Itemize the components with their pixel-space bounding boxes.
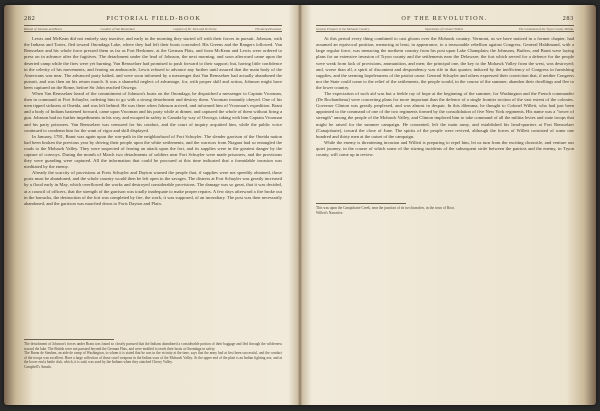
footnotes (316, 206, 574, 215)
running-head-right (316, 15, 574, 24)
subhead-item: Capture of Sir John and his Party. (173, 26, 218, 31)
footnotes (24, 342, 282, 369)
paragraph: When Van Rensselaer heard of the commitment of Johnson's boats on the Onondaga, he dispatched a messenger to Captain Vrooman, then in command at Fort Schuyler, ordering him to go with a strong detachment and destroy them. Vrooman instantly obeyed. One of his men tipped sickness at Oneida, and was left behind. He was there when Johnson arrived, and informed him of Vrooman's expedition. Brant and a body of Indians hastened forward, came upon Vrooman and his party while at dinner, and captured the whole of them without firing a gun. Johnson had no further impediments in his way, and escaped in safety to Canada by way of Oswego, taking with him Captain Vrooman and his party prisoners. Van Rensselaer was censured for his conduct, and the court of inquiry acquitted him, while the public voice continued to condemn him for the want of vigor and skill displayed. (24, 91, 282, 133)
running-title: OF THE REVOLUTION. (401, 15, 488, 22)
footnote: The Baron de Steuben, an aide de camp of Washington, to whom it is stated that he was in the vicinity at the time, says that the army had at first been successful, and the conduct of the troops was excellent. Have a large collection of those cruel weapons in the Indian wars of the Mohawk Valley. At the upper end of the plate is an Indian fighting axe, and at the lower end a battle club, which, it is said, was used by the Indians when they attacked Cherry Valley. (24, 351, 282, 365)
subhead-item: The Command of the Tryon County Militia. (518, 26, 574, 31)
footnote: This was upon the Canajoharie Creek, near the junction of its two branches, in the town of Root. (316, 206, 455, 211)
body-text (316, 36, 574, 200)
subhead-item: Operations of Colonel Willett. (425, 26, 464, 31)
footnote: Willett's Narrative. (316, 210, 344, 215)
open-book-spread (4, 5, 596, 405)
running-head-left (24, 15, 282, 24)
subhead-item: Threatened Invasion. (255, 26, 282, 31)
left-page (24, 15, 282, 399)
page-number: 283 (562, 15, 574, 22)
chapter-subheads (24, 25, 282, 32)
footnote: The detachment of Johnson's forces under Brant was found so closely pursued that the Indians abandoned a considerable portion of their baggage and fled through the wilderness toward the lake. The British were not pursued beyond the German Flats, and were enabled to reach their boats at Onondaga in safety. (24, 342, 282, 351)
running-title: PICTORIAL FIELD-BOOK (106, 15, 202, 22)
paragraph: In January, 1781, Brant was again upon the war-path in the neighborhood of Fort Schuyler. The slender garrison of the Oneida nation had been broken the previous year by driving their people upon the white settlements, and the warriors from Niagara had so entangled the roads to the Mohawk Valley. They were suspected of fearing an attack upon the fort, and its supplies were in the greatest danger by the capture of convoys. During the month of March two detachments of soldiers near Fort Schuyler were made prisoners, and the provisions they were guarding were captured. All the information that could be procured at this time indicated that a formidable invasion was meditated by the enemy. (24, 133, 282, 170)
paragraph: At this period every thing combined to cast gloom over the Mohawk country. Vermont, as we have noticed in a former chapter, had assumed an equivocal position, menacing at least, in appearance, to a treasonable rebellion against Congress. General Haldimand, with a large regular force, was menacing the northern country from his post upon Lake Champlain; the Johnsons, Butlers, and Brant were laying plans for an extensive invasion of Tryon county and the settlements near the Delaware; the fort which served for a defence for the people were weak from lack of provisions, ammunition, and men; the principal one, the key to the Mohawk Valley from the west, was destroyed; and, worse than all, a spirit of discontent and despondency was rife in that quarter, induced by the inefficiency of Congress in furnishing supplies, and the seeming hopelessness of the patriot cause. General Schuyler and others expressed their conviction that, if neither Congress nor the State could come to the relief of the settlements, the people would, in the course of the summer, abandon their dwellings and flee to the lower country. (316, 36, 574, 90)
paragraph: The expectation of such aid was but a feeble ray of hope at the beginning of the summer, for Washington and the French commander (De Rochambeau) were concerting plans for more important than the defence of a single frontier section of the vast extent of the colonies. Governor Clinton was greatly perplexed, and was almost in despair. In this dilemma, he thought to Colonel Willett, who had just been appointed to the command of one of the two regiments formed by the consolidation of five New York regiments. His name was a "tower of strength" among the people of the Mohawk Valley, and Clinton implored him to take command of all the militia levies and state troops that might be raised for the summer campaign. He consented, left the main army, and established his head-quarters at Fort Rensselaer (Canajoharie), toward the close of June. The spirits of the people were revived, although the forces of Willett consisted of some one hundred and thirty men at the outset of the campaign. (316, 91, 574, 139)
paragraph: While the enemy is threatening invasion and Willett is preparing to repel him, let us turn from the exciting chronicle, and venture our quiet journey, in the course of which some of the stirring incidents of the subsequent strife between the patriots and the enemy, in Tryon county, will come up in review. (316, 139, 574, 157)
paragraph: Already the scarcity of provisions at Forts Schuyler and Dayton warned the people that, if supplies were not speedily obtained, those posts must be abandoned, and the whole country would then be left open to the savages. The distress at Fort Schuyler was greatly increased by a flood early in May, which overflowed the works and destroyed considerable provisions. The damage was so great, that it was decided, at a council of officers, that the strength of the garrison was totally inadequate to make proper repairs. A few days afterward a fire broke out in the barracks, the destruction of the fort was completed by fire, the work, it was supposed, of an incendiary. The post was then necessarily abandoned, and the garrison was marched down to Forts Dayton and Plain. (24, 170, 282, 206)
page-number: 282 (24, 15, 36, 22)
right-page (316, 15, 574, 399)
footnote: Campbell's Annals. (24, 364, 52, 369)
footnote-divider (316, 203, 406, 204)
subhead-item: Gloomy Prospect in the Mohawk Country. (316, 26, 370, 31)
subhead-item: Conduct of Van Rensselaer. (100, 26, 136, 31)
body-text (24, 36, 282, 336)
paragraph: Lewis and McKean did not entirely stay inactive, and early in the morning they started off with their forces in pursuit. Johnson, with the Indians and Tories, fled toward Onondaga Lake, where they had left their boats concealed. His Greens and the Rangers followed. Van Rensselaer and his whole force pressed them as far as Fort Herkimer, at the German Flats, and from McKean and Lewis were ordered to press on in advance after the fugitives. The detachment under the lead of Johnson, the next morning, and soon afterward came upon the deserted camp while the fires were yet burning. Van Rensselaer had promised to push forward to their support; but, having little confidence in the celerity of his movements, and fearing an ambuscade, Lewis refused to advance any further until assured that the main body of the Americans was near. The advanced party halted, and were soon informed by a messenger that Van Rensselaer had actually abandoned the pursuit, and was then on his return march. It was a shameful neglect of advantage, for, with proper skill and action, Johnson might have been captured on the Rome, before Sir John reached Oswego. (24, 36, 282, 90)
footnote-divider (24, 339, 114, 340)
chapter-subheads (316, 25, 574, 32)
subhead-item: Retreat of Johnson and Brant. (24, 26, 63, 31)
